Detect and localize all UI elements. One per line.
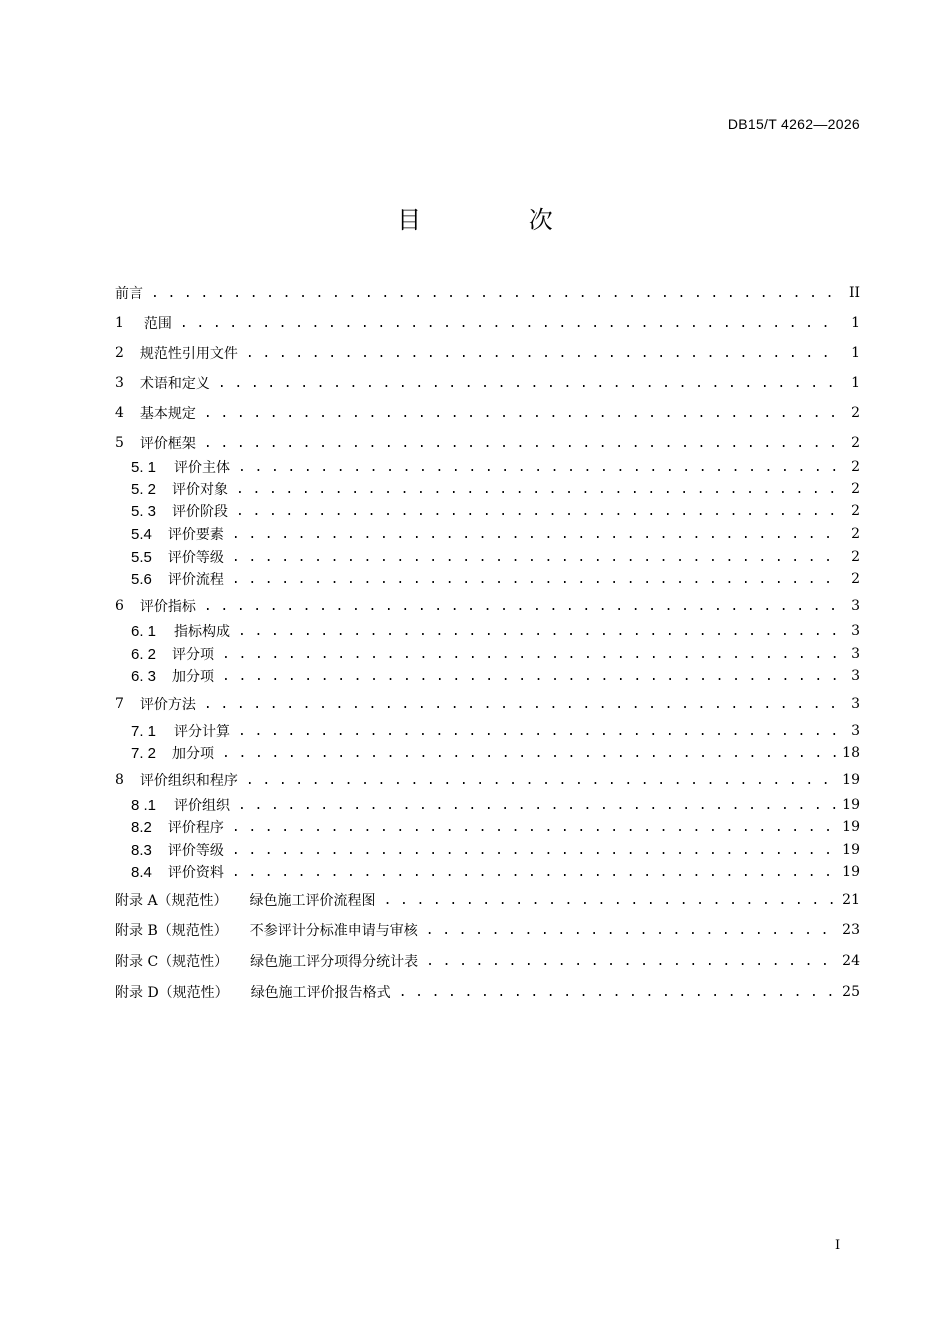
toc-label: 范围 (143, 316, 172, 332)
toc-label: 绿色施工评价报告格式 (250, 985, 391, 1001)
toc-page: 3 (851, 646, 860, 662)
toc-leader (204, 406, 836, 421)
toc-entry-6-2[interactable] (115, 643, 860, 665)
toc-label: 加分项 (172, 746, 215, 762)
toc-leader (204, 599, 836, 614)
toc-entry-8[interactable] (115, 769, 860, 791)
toc-entry-8-4[interactable] (115, 861, 860, 883)
toc-label: 评价组织 (174, 798, 231, 814)
toc-label: 评价要素 (167, 527, 224, 543)
toc-label: 规范性引用文件 (139, 346, 238, 362)
toc-page: 19 (842, 864, 860, 880)
toc-leader (426, 923, 836, 938)
toc-entry-preface[interactable] (115, 282, 860, 304)
toc-leader (222, 746, 836, 761)
toc-number: 7. 2 (131, 744, 157, 762)
toc-leader (232, 843, 836, 858)
toc-label: 评价等级 (167, 843, 224, 859)
toc-label: 绿色施工评分项得分统计表 (250, 954, 419, 970)
toc-entry-appendix-d[interactable] (115, 981, 860, 1003)
toc-entry-8-1[interactable] (115, 794, 860, 816)
toc-page: 19 (842, 842, 860, 858)
toc-entry-7-2[interactable] (115, 742, 860, 764)
toc-number: 6. 1 (131, 622, 157, 640)
toc-leader (218, 376, 836, 391)
toc-entry-5-5[interactable] (115, 546, 860, 568)
toc-label: 评价框架 (139, 436, 196, 452)
toc-number: 5. 3 (131, 502, 157, 520)
toc-entry-8-2[interactable] (115, 816, 860, 838)
toc-leader (180, 316, 836, 331)
toc-number: 8 (115, 772, 124, 788)
toc-entry-6[interactable] (115, 595, 860, 617)
toc-label: 基本规定 (139, 406, 196, 422)
toc-entry-5-6[interactable] (115, 568, 860, 590)
toc-entry-1[interactable] (115, 312, 860, 334)
toc-label: 评价程序 (167, 820, 224, 836)
toc-label: 术语和定义 (139, 376, 210, 392)
toc-number: 2 (115, 345, 124, 361)
toc-page: 19 (842, 772, 860, 788)
toc-leader (204, 697, 836, 712)
toc-page: 2 (851, 459, 860, 475)
toc-label: 评价主体 (174, 460, 231, 476)
toc-entry-5[interactable] (115, 432, 860, 454)
toc-label: 评价组织和程序 (139, 773, 238, 789)
toc-page: 18 (842, 745, 860, 761)
toc-page: 23 (842, 922, 860, 938)
toc-page: 1 (851, 375, 860, 391)
toc-entry-appendix-c[interactable] (115, 950, 860, 972)
toc-entry-appendix-a[interactable] (115, 889, 860, 911)
toc-number: 5.5 (131, 548, 152, 566)
toc-label: 评价方法 (139, 697, 196, 713)
toc-entry-5-2[interactable] (115, 478, 860, 500)
toc-page: 2 (851, 481, 860, 497)
toc-leader (236, 504, 836, 519)
toc-number: 8.3 (131, 841, 152, 859)
toc-entry-appendix-b[interactable] (115, 919, 860, 941)
toc-number: 附录 C（规范性） (115, 954, 229, 970)
toc-leader (426, 954, 836, 969)
toc-page: 2 (851, 571, 860, 587)
toc-page: 19 (842, 819, 860, 835)
toc-label: 评价等级 (167, 550, 224, 566)
toc-entry-5-3[interactable] (115, 500, 860, 522)
toc-leader (236, 482, 836, 497)
toc-entry-3[interactable] (115, 372, 860, 394)
toc-label: 评价资料 (167, 865, 224, 881)
toc-leader (238, 624, 836, 639)
toc-page: 1 (851, 345, 860, 361)
toc-leader (232, 550, 836, 565)
toc-number: 8.4 (131, 863, 152, 881)
toc-number: 5.6 (131, 570, 152, 588)
toc-page: 25 (842, 984, 860, 1000)
toc-label: 评分项 (172, 647, 215, 663)
toc-page: 3 (851, 623, 860, 639)
toc-leader (232, 572, 836, 587)
toc-entry-8-3[interactable] (115, 839, 860, 861)
toc-entry-7[interactable] (115, 693, 860, 715)
toc-page: II (848, 285, 860, 301)
toc-label: 指标构成 (174, 624, 231, 640)
toc-page: 2 (851, 526, 860, 542)
toc-page: 3 (851, 598, 860, 614)
toc-number: 附录 A（规范性） (115, 893, 228, 909)
toc-leader (238, 798, 836, 813)
toc-entry-6-3[interactable] (115, 665, 860, 687)
toc-number: 6. 3 (131, 667, 157, 685)
toc-leader (151, 286, 836, 301)
toc-number: 3 (115, 375, 124, 391)
toc-leader (232, 527, 836, 542)
standard-code: DB15/T 4262—2026 (727, 116, 860, 132)
toc-page: 2 (851, 503, 860, 519)
toc-number: 6 (115, 598, 124, 614)
toc-page: 21 (842, 892, 860, 908)
toc-number: 7 (115, 696, 124, 712)
footer-page-number: I (835, 1238, 841, 1253)
toc-label: 加分项 (172, 669, 215, 685)
toc-label: 评价流程 (167, 572, 224, 588)
toc-entry-2[interactable] (115, 342, 860, 364)
toc-entry-5-4[interactable] (115, 523, 860, 545)
toc-leader (246, 773, 836, 788)
toc-page: 1 (851, 315, 860, 331)
toc-page: 3 (851, 723, 860, 739)
toc-number: 8.2 (131, 818, 152, 836)
toc-number: 7. 1 (131, 722, 157, 740)
toc-leader (222, 669, 836, 684)
toc-entry-7-1[interactable] (115, 720, 860, 742)
toc-number: 5. 2 (131, 480, 157, 498)
toc-number: 6. 2 (131, 645, 157, 663)
toc-label: 不参评计分标准申请与审核 (249, 923, 418, 939)
toc-number: 附录 D（规范性） (115, 985, 229, 1001)
toc-entry-5-1[interactable] (115, 456, 860, 478)
toc-leader (232, 820, 836, 835)
toc-leader (238, 460, 836, 475)
toc-leader (238, 724, 836, 739)
toc-page: 2 (851, 405, 860, 421)
toc-label: 绿色施工评价流程图 (249, 893, 376, 909)
toc-page: 2 (851, 549, 860, 565)
toc-page: 24 (842, 953, 860, 969)
toc-leader (246, 346, 836, 361)
toc-label: 评价指标 (139, 599, 196, 615)
toc-number: 5 (115, 435, 124, 451)
toc-entry-4[interactable] (115, 402, 860, 424)
toc-label: 评价对象 (172, 482, 229, 498)
toc-leader (204, 436, 836, 451)
toc-page: 3 (851, 668, 860, 684)
toc-page: 3 (851, 696, 860, 712)
toc-page: 19 (842, 797, 860, 813)
toc-label: 评分计算 (174, 724, 231, 740)
toc-number: 1 (115, 315, 124, 331)
toc-leader (384, 893, 836, 908)
toc-entry-6-1[interactable] (115, 620, 860, 642)
toc-number: 5. 1 (131, 458, 157, 476)
toc-number: 8 .1 (131, 796, 157, 814)
toc-page: 2 (851, 435, 860, 451)
toc-leader (399, 985, 836, 1000)
toc-leader (222, 647, 836, 662)
toc-number: 5.4 (131, 525, 152, 543)
toc-number: 附录 B（规范性） (115, 923, 228, 939)
toc-label: 评价阶段 (172, 504, 229, 520)
page-title: 目 次 (397, 206, 603, 234)
toc-number: 4 (115, 405, 124, 421)
toc-leader (232, 865, 836, 880)
toc-label: 前言 (115, 286, 143, 302)
